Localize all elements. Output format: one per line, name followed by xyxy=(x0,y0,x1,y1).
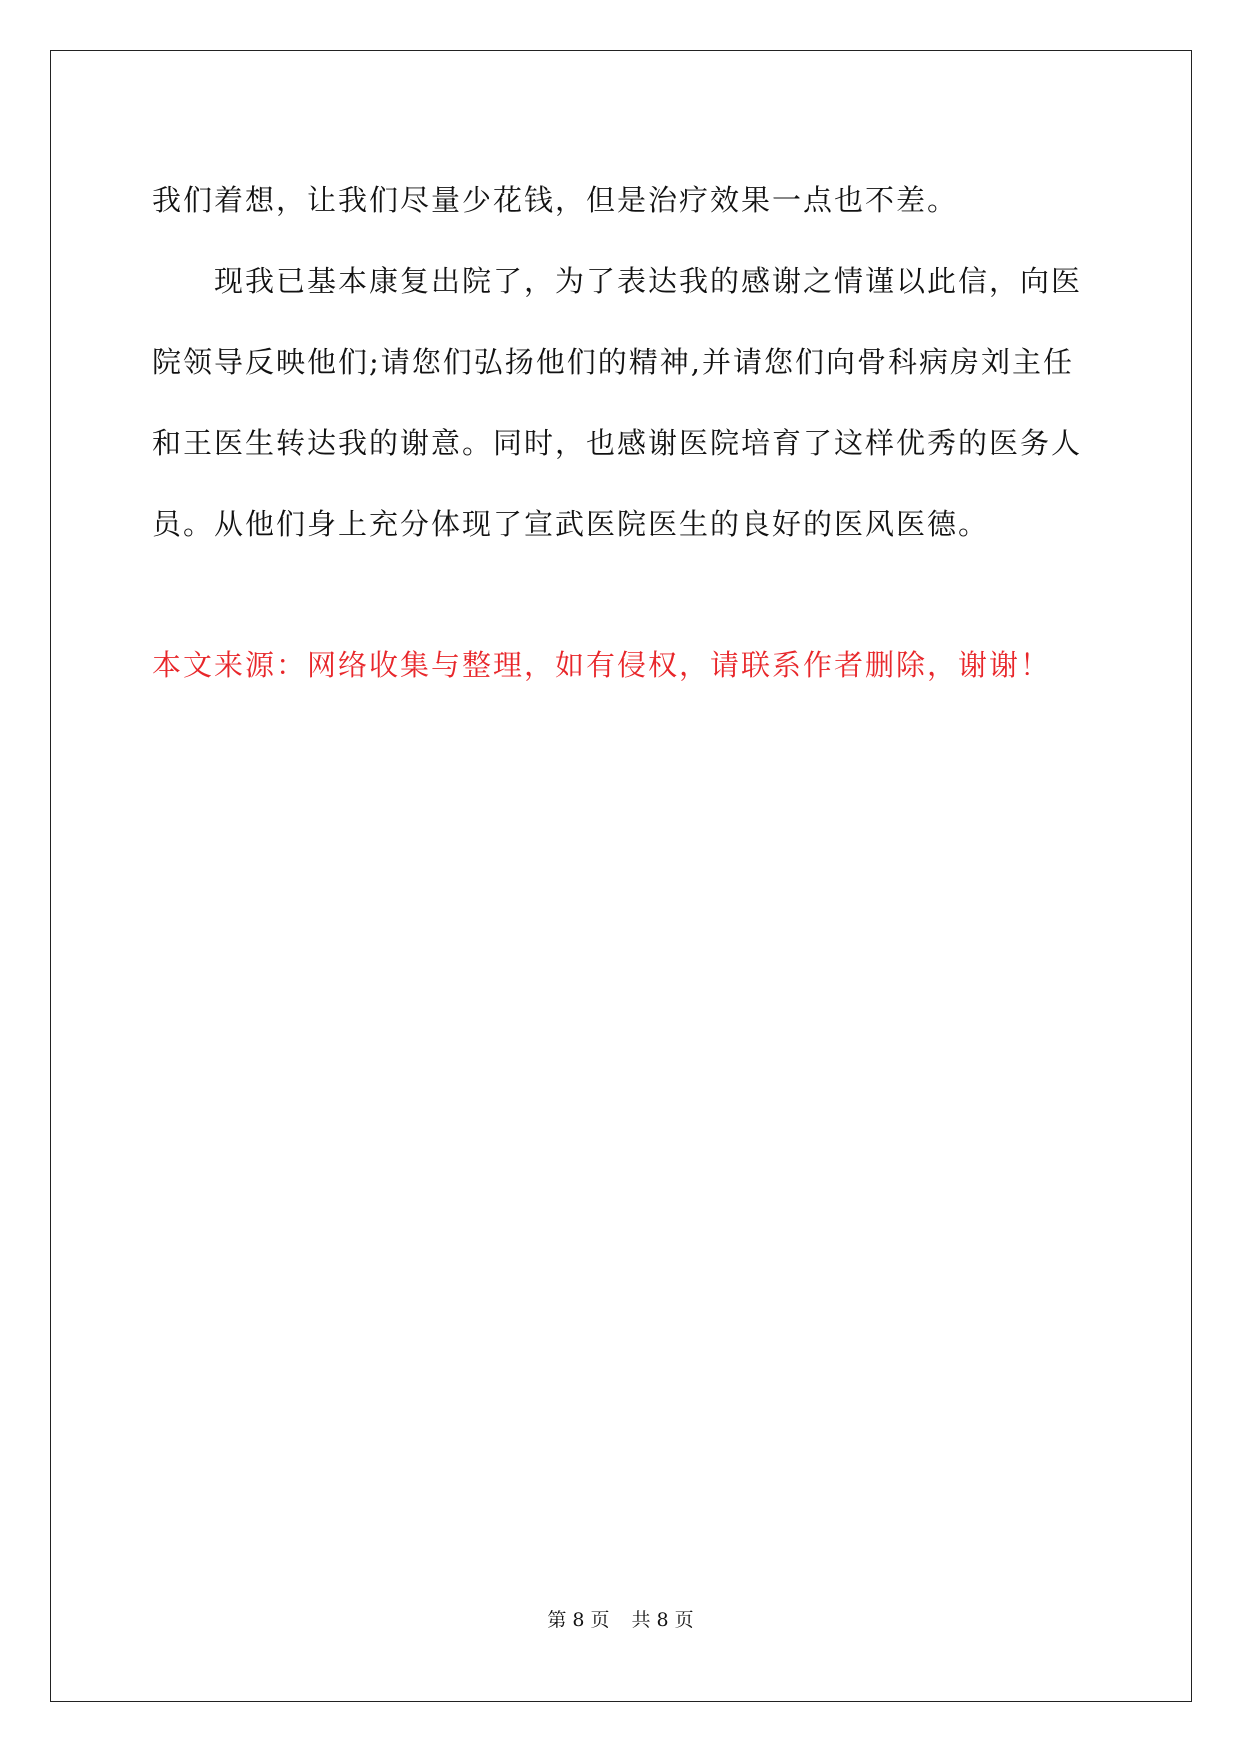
text-line-3: 院领导反映他们;请您们弘扬他们的精神,并请您们向骨科病房刘主任 xyxy=(152,345,1074,379)
source-note: 本文来源：网络收集与整理，如有侵权，请联系作者删除，谢谢！ xyxy=(152,648,1052,682)
page-total: 共 8 页 xyxy=(631,1609,694,1631)
body-text xyxy=(152,160,1092,565)
text-line-2: 现我已基本康复出院了，为了表达我的感谢之情谨以此信，向医 xyxy=(214,264,1083,298)
text-line-1: 我们着想，让我们尽量少花钱，但是治疗效果一点也不差。 xyxy=(152,183,959,217)
page-footer xyxy=(0,1605,1241,1632)
text-line-4: 和王医生转达我的谢意。同时，也感谢医院培育了这样优秀的医务人 xyxy=(152,426,1083,460)
text-line-5: 员。从他们身上充分体现了宣武医院医生的良好的医风医德。 xyxy=(152,507,990,541)
page-number: 第 8 页 xyxy=(547,1609,610,1631)
